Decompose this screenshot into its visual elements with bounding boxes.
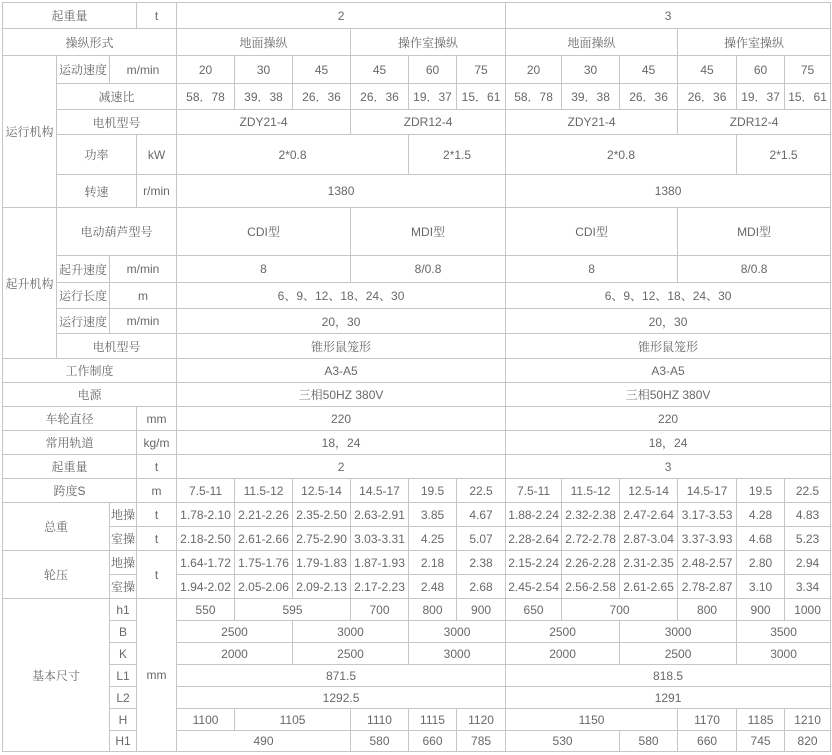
value-cell: 1110	[351, 709, 409, 731]
value-cell: 3000	[620, 621, 737, 643]
table-row	[3, 503, 831, 527]
sub-row-label: h1	[110, 599, 137, 621]
value-cell: 45	[620, 56, 678, 84]
column-header: 2	[177, 3, 506, 29]
value-cell: 580	[620, 731, 678, 752]
table-row	[3, 283, 831, 309]
value-cell: MDI型	[678, 208, 831, 256]
value-cell: 60	[409, 56, 457, 84]
value-cell: 2500	[293, 643, 409, 665]
sub-row-label: K	[110, 643, 137, 665]
value-cell: 1.79-1.83	[293, 551, 351, 575]
value-cell: 1.94-2.02	[177, 575, 235, 599]
value-cell: 2.09-2.13	[293, 575, 351, 599]
value-cell: 1.78-2.10	[177, 503, 235, 527]
value-cell: 2.80	[737, 551, 785, 575]
value-cell: 2.15-2.24	[506, 551, 562, 575]
unit-label: m	[110, 283, 177, 309]
row-label: 电机型号	[57, 334, 177, 359]
spec-table	[2, 2, 831, 752]
value-cell: 3.10	[737, 575, 785, 599]
value-cell: 30	[562, 56, 620, 84]
value-cell: 58．78	[177, 84, 235, 110]
value-cell: 8/0.8	[678, 256, 831, 283]
value-cell: 2000	[506, 643, 620, 665]
value-cell: 2.68	[457, 575, 506, 599]
value-cell: 2.78-2.87	[678, 575, 737, 599]
value-cell: 30	[235, 56, 293, 84]
value-cell: ZDR12-4	[678, 110, 831, 135]
column-header: 22.5	[785, 479, 831, 503]
value-cell: 3.85	[409, 503, 457, 527]
column-header: 3	[506, 3, 831, 29]
value-cell: 1120	[457, 709, 506, 731]
value-cell: 5.07	[457, 527, 506, 551]
value-cell: 2.35-2.50	[293, 503, 351, 527]
column-header: 3	[506, 455, 831, 479]
value-cell: 660	[409, 731, 457, 752]
value-cell: CDI型	[506, 208, 678, 256]
row-label: 常用轨道	[3, 431, 137, 455]
value-cell: 2.61-2.65	[620, 575, 678, 599]
value-cell: 19．37	[409, 84, 457, 110]
section-label: 基本尺寸	[3, 599, 110, 752]
value-cell: 1380	[177, 175, 506, 208]
value-cell: 3.34	[785, 575, 831, 599]
value-cell: 900	[457, 599, 506, 621]
value-cell: 745	[737, 731, 785, 752]
value-cell: 2*1.5	[409, 135, 506, 175]
spec-table-body	[3, 3, 831, 752]
value-cell: 1291	[506, 687, 831, 709]
value-cell: 20，30	[177, 309, 506, 334]
value-cell: 3000	[293, 621, 409, 643]
row-label: 运行长度	[57, 283, 110, 309]
value-cell: 20	[506, 56, 562, 84]
value-cell: 1115	[409, 709, 457, 731]
value-cell: 650	[506, 599, 562, 621]
value-cell: 1.64-1.72	[177, 551, 235, 575]
value-cell: ZDY21-4	[506, 110, 678, 135]
value-cell: 3000	[409, 621, 506, 643]
value-cell: 26．36	[620, 84, 678, 110]
value-cell: 2.48-2.57	[678, 551, 737, 575]
column-header: 7.5-11	[177, 479, 235, 503]
sub-row-label: 地操	[110, 503, 137, 527]
table-row	[3, 665, 831, 687]
value-cell: 45	[293, 56, 351, 84]
table-row	[3, 29, 831, 56]
value-cell: 2.17-2.23	[351, 575, 409, 599]
value-cell: 1150	[506, 709, 678, 731]
sub-row-label: 室操	[110, 527, 137, 551]
row-label: 操纵形式	[3, 29, 177, 56]
sub-row-label: H1	[110, 731, 137, 752]
value-cell: 2.32-2.38	[562, 503, 620, 527]
table-row	[3, 3, 831, 29]
value-cell: 820	[785, 731, 831, 752]
unit-label: m/min	[110, 309, 177, 334]
value-cell: 871.5	[177, 665, 506, 687]
value-cell: 75	[785, 56, 831, 84]
value-cell: 2.18	[409, 551, 457, 575]
value-cell: 2.05-2.06	[235, 575, 293, 599]
value-cell: 660	[678, 731, 737, 752]
row-label: 起重量	[3, 455, 137, 479]
value-cell: CDI型	[177, 208, 351, 256]
value-cell: 4.25	[409, 527, 457, 551]
table-row	[3, 527, 831, 551]
row-label: 电源	[3, 383, 177, 407]
table-row	[3, 135, 831, 175]
column-header: 19.5	[409, 479, 457, 503]
value-cell: 39．38	[235, 84, 293, 110]
unit-label: t	[137, 527, 177, 551]
table-row	[3, 643, 831, 665]
value-cell: 三相50HZ 380V	[506, 383, 831, 407]
value-cell: ZDY21-4	[177, 110, 351, 135]
value-cell: 2.56-2.58	[562, 575, 620, 599]
value-cell: 4.83	[785, 503, 831, 527]
row-label: 电动葫芦型号	[57, 208, 177, 256]
value-cell: 39．38	[562, 84, 620, 110]
value-cell: 75	[457, 56, 506, 84]
row-label: 工作制度	[3, 359, 177, 383]
value-cell: 26．36	[678, 84, 737, 110]
value-cell: 2*0.8	[506, 135, 737, 175]
table-row	[3, 709, 831, 731]
unit-label: t	[137, 455, 177, 479]
value-cell: 550	[177, 599, 235, 621]
value-cell: A3-A5	[506, 359, 831, 383]
sub-row-label: 地操	[110, 551, 137, 575]
table-row	[3, 383, 831, 407]
unit-label: t	[137, 503, 177, 527]
value-cell: 26．36	[351, 84, 409, 110]
row-label: 运行速度	[57, 309, 110, 334]
value-cell: 4.28	[737, 503, 785, 527]
table-row	[3, 175, 831, 208]
table-row	[3, 551, 831, 575]
value-cell: 58．78	[506, 84, 562, 110]
row-label: 车轮直径	[3, 407, 137, 431]
value-cell: 20，30	[506, 309, 831, 334]
value-cell: 800	[678, 599, 737, 621]
column-header: 地面操纵	[177, 29, 351, 56]
value-cell: 1292.5	[177, 687, 506, 709]
value-cell: 220	[177, 407, 506, 431]
table-row	[3, 621, 831, 643]
column-header: 19.5	[737, 479, 785, 503]
sub-row-label: L1	[110, 665, 137, 687]
value-cell: 2.75-2.90	[293, 527, 351, 551]
column-header: 操作室操纵	[678, 29, 831, 56]
value-cell: 800	[409, 599, 457, 621]
value-cell: 2500	[620, 643, 737, 665]
row-label: 跨度S	[3, 479, 137, 503]
value-cell: 2.72-2.78	[562, 527, 620, 551]
value-cell: 818.5	[506, 665, 831, 687]
unit-label: mm	[137, 407, 177, 431]
value-cell: 2.18-2.50	[177, 527, 235, 551]
value-cell: 8	[177, 256, 351, 283]
value-cell: 785	[457, 731, 506, 752]
value-cell: 3500	[737, 621, 831, 643]
value-cell: 2.48	[409, 575, 457, 599]
value-cell: 2.47-2.64	[620, 503, 678, 527]
value-cell: 1000	[785, 599, 831, 621]
value-cell: 5.23	[785, 527, 831, 551]
table-row	[3, 110, 831, 135]
column-header: 22.5	[457, 479, 506, 503]
value-cell: 2.61-2.66	[235, 527, 293, 551]
sub-row-label: 室操	[110, 575, 137, 599]
value-cell: 2.94	[785, 551, 831, 575]
value-cell: 45	[351, 56, 409, 84]
value-cell: 1380	[506, 175, 831, 208]
table-row	[3, 731, 831, 752]
unit-label: t	[137, 551, 177, 599]
value-cell: 700	[562, 599, 678, 621]
sub-row-label: L2	[110, 687, 137, 709]
row-label: 减速比	[57, 84, 177, 110]
table-row	[3, 309, 831, 334]
value-cell: 18，24	[177, 431, 506, 455]
value-cell: 3.37-3.93	[678, 527, 737, 551]
value-cell: 60	[737, 56, 785, 84]
column-header: 7.5-11	[506, 479, 562, 503]
row-label: 起升速度	[57, 256, 110, 283]
column-header: 12.5-14	[620, 479, 678, 503]
value-cell: 锥形鼠笼形	[177, 334, 506, 359]
section-label: 轮压	[3, 551, 110, 599]
section-label: 总重	[3, 503, 110, 551]
table-row	[3, 359, 831, 383]
value-cell: 15．61	[785, 84, 831, 110]
column-header: 操作室操纵	[351, 29, 506, 56]
row-label: 转速	[57, 175, 137, 208]
table-row	[3, 256, 831, 283]
value-cell: 锥形鼠笼形	[506, 334, 831, 359]
table-row	[3, 407, 831, 431]
value-cell: 2500	[506, 621, 620, 643]
column-header: 12.5-14	[293, 479, 351, 503]
table-row	[3, 599, 831, 621]
table-row	[3, 56, 831, 84]
unit-label: m	[137, 479, 177, 503]
unit-label: kW	[137, 135, 177, 175]
table-row	[3, 687, 831, 709]
row-label: 起重量	[3, 3, 137, 29]
value-cell: 8/0.8	[351, 256, 506, 283]
column-header: 地面操纵	[506, 29, 678, 56]
value-cell: 6、9、12、18、24、30	[506, 283, 831, 309]
value-cell: 700	[351, 599, 409, 621]
value-cell: 490	[177, 731, 351, 752]
value-cell: 8	[506, 256, 678, 283]
section-label: 运行机构	[3, 56, 57, 208]
unit-label: kg/m	[137, 431, 177, 455]
value-cell: 2.28-2.64	[506, 527, 562, 551]
value-cell: 3.03-3.31	[351, 527, 409, 551]
value-cell: 2*1.5	[737, 135, 831, 175]
value-cell: A3-A5	[177, 359, 506, 383]
value-cell: 3000	[737, 643, 831, 665]
value-cell: 4.67	[457, 503, 506, 527]
value-cell: 1105	[235, 709, 351, 731]
unit-label: t	[137, 3, 177, 29]
value-cell: 2000	[177, 643, 293, 665]
value-cell: 2.31-2.35	[620, 551, 678, 575]
value-cell: 2*0.8	[177, 135, 409, 175]
value-cell: 1.75-1.76	[235, 551, 293, 575]
unit-label: m/min	[110, 256, 177, 283]
table-row	[3, 575, 831, 599]
row-label: 运动速度	[57, 56, 110, 84]
value-cell: 45	[678, 56, 737, 84]
sub-row-label: H	[110, 709, 137, 731]
column-header: 2	[177, 455, 506, 479]
column-header: 11.5-12	[235, 479, 293, 503]
value-cell: 2.45-2.54	[506, 575, 562, 599]
value-cell: 18，24	[506, 431, 831, 455]
table-row	[3, 334, 831, 359]
column-header: 11.5-12	[562, 479, 620, 503]
section-label: 起升机构	[3, 208, 57, 359]
value-cell: 三相50HZ 380V	[177, 383, 506, 407]
column-header: 14.5-17	[351, 479, 409, 503]
table-row	[3, 208, 831, 256]
value-cell: 530	[506, 731, 620, 752]
value-cell: 2.21-2.26	[235, 503, 293, 527]
value-cell: MDI型	[351, 208, 506, 256]
value-cell: 26．36	[293, 84, 351, 110]
value-cell: 1100	[177, 709, 235, 731]
row-label: 功率	[57, 135, 137, 175]
value-cell: ZDR12-4	[351, 110, 506, 135]
table-row	[3, 455, 831, 479]
value-cell: 220	[506, 407, 831, 431]
value-cell: 19．37	[737, 84, 785, 110]
unit-label: r/min	[137, 175, 177, 208]
value-cell: 595	[235, 599, 351, 621]
unit-label: mm	[137, 599, 177, 752]
value-cell: 580	[351, 731, 409, 752]
value-cell: 15．61	[457, 84, 506, 110]
value-cell: 2500	[177, 621, 293, 643]
sub-row-label: B	[110, 621, 137, 643]
value-cell: 6、9、12、18、24、30	[177, 283, 506, 309]
value-cell: 2.26-2.28	[562, 551, 620, 575]
value-cell: 2.63-2.91	[351, 503, 409, 527]
table-row	[3, 84, 831, 110]
value-cell: 1.87-1.93	[351, 551, 409, 575]
value-cell: 1210	[785, 709, 831, 731]
value-cell: 900	[737, 599, 785, 621]
value-cell: 1185	[737, 709, 785, 731]
table-row	[3, 479, 831, 503]
value-cell: 20	[177, 56, 235, 84]
value-cell: 1170	[678, 709, 737, 731]
value-cell: 2.87-3.04	[620, 527, 678, 551]
value-cell: 2.38	[457, 551, 506, 575]
value-cell: 3000	[409, 643, 506, 665]
column-header: 14.5-17	[678, 479, 737, 503]
unit-label: m/min	[110, 56, 177, 84]
value-cell: 4.68	[737, 527, 785, 551]
table-row	[3, 431, 831, 455]
value-cell: 1.88-2.24	[506, 503, 562, 527]
value-cell: 3.17-3.53	[678, 503, 737, 527]
row-label: 电机型号	[57, 110, 177, 135]
